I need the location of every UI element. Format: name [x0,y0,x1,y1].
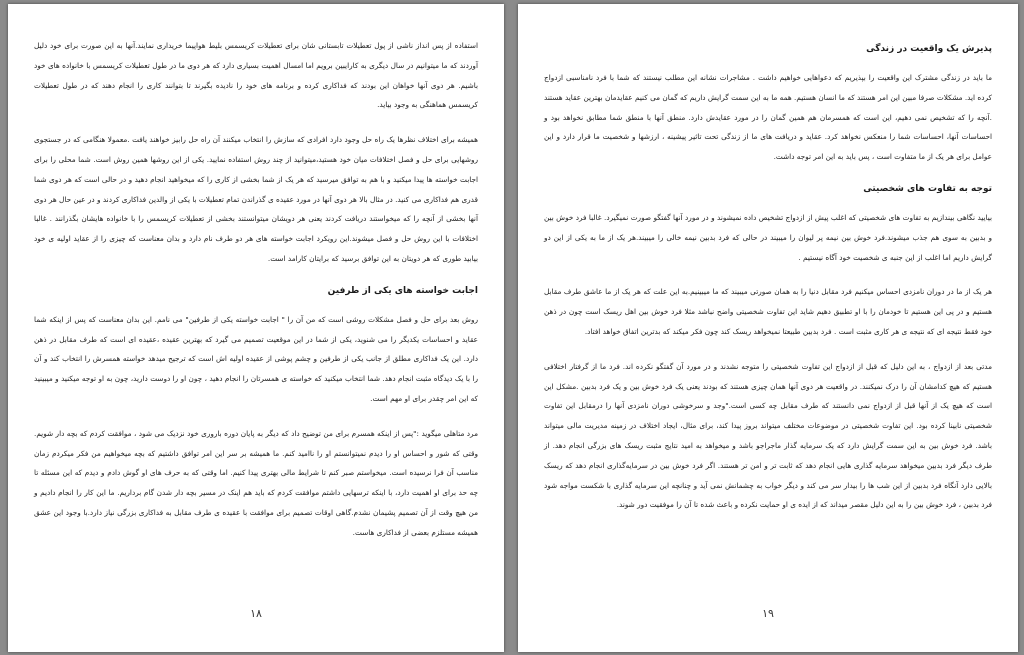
page-number: ۱۹ [762,607,774,620]
right-page-content [544,36,992,530]
paragraph: ما باید در زندگی مشترک این واقعیت را بپذیریم که دعواهایی خواهیم داشت . مشاجرات نشانه این مطلب نیستند که شما با فرد نامناسبی ازدواج کرده اید. مشکلات صرفا مبین این امر هستند که ما انسان هستیم. همه ما به این سمت گرایش داریم که گمان می کنیم عقایدمان بهترین عقاید هستند .آنچه را که تشخیص نمی دهیم، این است که همسرمان هم همین گمان را در مورد عقایدش دارد. منطق آنها با منطق شما مطابق نخواهد بود و احساسات آنها، احساسات شما را منعکس نخواهد کرد. عقاید و دریافت های ما از زندگی تحت تاثیر پیشینه ، ارزشها و شخصیت ما قرار دارد و این عوامل برای هر یک از ما متفاوت است ، پس باید به این امر توجه داشت. [544,73,992,162]
section-heading: پذیرش یک واقعیت در زندگی [866,44,992,54]
section-heading: اجابت خواسته های یکی از طرفین [327,285,478,296]
paragraph: بیایید نگاهی بیندازیم به تفاوت های شخصیتی که اغلب پیش از ازدواج تشخیص داده نمیشوند و در مورد آنها گفتگو صورت نمیگیرد. غالبا فرد خوش بین و بدبین به سوی هم جذب میشوند.فرد خوش بین نیمه پر لیوان را میبیند در حالی که فرد بدبین نیمه خالی را میبیند.هر یک از ما به یکی از این دو گرایش داریم اما اغلب از این جنبه ی شخصیت خود آگاه نیستیم . [544,212,992,262]
paragraph: مدتی بعد از ازدواج ، به این دلیل که قبل از ازدواج این تفاوت شخصیتی را متوجه نشدند و در مورد آن گفتگو نکرده اند. فرد ما از گرفتار اختلافی هستیم که هیچ کدامشان آن را درک نمیکنند. در واقعیت هر دوی آنها همان چیزی هستند که بودند یعنی یک فرد خوش بین و یک فرد بدبین .مشکل این است که هیچ یک از آنها قبل از ازدواج نمی دانستند که طرف مقابل چه کسی است."وجد و سرخوشی دوران نامزدی آنها را درمقابل این تفاوت شخصیتی نابینا کرده بود. این تفاوت شخصیتی در موضوعات مختلف میتواند بروز پیدا کند، برای مثال، ایجاد اختلاف در زمینه مدیریت مالی میتواند باشد. فرد خوش بین به این سمت گرایش دارد که یک سرمایه گذار ماجراجو باشد و میخواهد به امید نتایج مثبت ریسک های بزرگی انجام دهد. از طرف دیگر فرد بدبین میخواهد سرمایه گذاری هایی انجام دهد که ثابت تر و امن تر هستند. اگر فرد خوش بین در سرمایه‌گذاری انجام دهد که ریسک بالایی دارد آنگاه فرد بدبین از این شب ها را بیدار سر می کند و دیگر خواب به چشمانش نمی آید و چنانچه این سرمایه گذاری با شکست مواجه شود فرد بدبین ، فرد خوش بین را به این دلیل مقصر میداند که از ایده ی او حمایت نکرده و باعث شده تا آن را موفقیت دور شوند. [544,361,992,510]
paragraph: استفاده از پس انداز ناشی از پول تعطیلات تابستانی شان برای تعطیلات کریسمس بلیط هواپیما خریداری نمایند.آنها به این صورت برای خود دلیل آوردند که ما میتوانیم در سال دیگری به کارایبین برویم اما امسال اهمیت بسیاری دارد که هر دوی ما در طول تعطیلات کریسمس با خانواده های خود باشیم. هر دوی آنها خواهان این بودند که فداکاری کرده و برنامه های خود را نادیده بگیرند تا بتوانند کاری را انجام دهند که در طول تعطیلات کریسمس هماهنگی به وجود بیاید. [34,41,478,110]
page-number: ۱۸ [250,607,262,620]
left-page-content [34,36,478,558]
section-heading: توجه به تفاوت های شخصیتی [863,183,992,194]
left-page [8,4,504,652]
paragraph: همیشه برای اختلاف نظرها یک راه حل وجود دارد افرادی که سازش را انتخاب میکنند آن راه حل رابیز خواهند یافت .معمولا هنگامی که در جستجوی روشهایی برای حل و فصل اختلافات میان خود هستید،میتوانید از چند روش استفاده نمایید. یکی از این روشها همین روش است. شما محلی را برای اجابت خواسته ها پیدا میکنید و با هم به توافق میرسید که هر یک از شما بخشی از کاری را که میخواهید انجام دهید و در حالی است که هر دوی شما قدری هم فداکاری می کنید. در مثال بالا هر دوی آنها در مورد عقیده ی گذراندن تمام تعطیلات با یکی از والدین فداکاری کردند و در عین حال هر دوی آنها بخشی از آنچه را که میخواستند دریافت کردند یعنی هر دویشان میتوانستند بخشی از تعطیلات کریسمس را با خانواده هایشان بگذرانند . غالبا اختلافات با این روش حل و فصل میشوند.این رویکرد اجابت خواسته های هر دو طرف نام دارد و بدان معناست که چیزی را از عقاید اولیه ی خود بیابید طوری که هر دویتان به این توافق برسید که برایتان کارامد است. [34,135,478,263]
paragraph: مرد متاهلی میگوید :"پس از اینکه همسرم برای من توضیح داد که دیگر به پایان دوره باروری خود نزدیک می شود ، موافقت کردم که بچه دار شویم. وقتی که شور و احساس او را دیدم نمیتوانستم او را ناامید کنم. ما همیشه بر سر این امر توافق داشتیم که بچه میخواهیم من فکر میکردم زمان مناسب آن فرا نرسیده است. میخواستم صبر کنم تا شرایط مالی بهتری پیدا کنیم. اما وقتی که به حرف های او گوش دادم و دیدم که این مسئله تا چه حد برای او اهمیت دارد، با اینکه ترسهایی داشتم موافقت کردم که باید هم اینک در مسیر بچه دار شدن گام برداریم. ما این کار را انجام دادیم و من هیچ وقت از آن تصمیم پشیمان نشدم.گاهی اوقات تصمیم برای موافقت با عقیده ی طرف مقابل به فداکاری بزرگی نیاز دارد.با وجود این عشق همیشه مستلزم بعضی از فداکاری هاست. [34,428,478,537]
right-page [518,4,1018,652]
paragraph: روش بعد برای حل و فصل مشکلات روشی است که من آن را " اجابت خواسته یکی از طرفین" می نامم. این بدان معناست که پس از اینکه شما عقاید و احساسات یکدیگر را می شنوید، یکی از شما در این موقعیت تصمیم می گیرد که بهترین عقیده ،عقیده ای است که طرف مقابل در ذهن دارد. این یک فداکاری مطلق از جانب یکی از طرفین و چشم پوشی از عقیده اولیه اش است که ترجیح میدهد خواسته همسرش را انتخاب کند و آن را با یک دیدگاه مثبت انجام دهد. شما انتخاب میکنید که خواسته ی همسرتان را انجام دهید ، چون او را دوست دارید، چون به او توجه میکنید و میبینید که این امر چقدر برای او مهم است. [34,314,478,403]
paragraph: هر یک از ما در دوران نامزدی احساس میکنیم فرد مقابل دنیا را به همان صورتی میبیند که ما میبینیم.به این علت که هر یک از ما عاشق طرف مقابل هستیم و در پی این هستیم تا خودمان را با او تطبیق دهیم شاید این تفاوت شخصیتی واضح نباشد مثلا فرد خوش بین اهل ریسک است چون در ذهن خود فقط نتیجه ای که نتیجه ی هر کاری مثبت است . فرد بدبین طبیعتا نمیخواهد ریسک کند چون فکر میکند که بدترین اتفاق خواهد افتاد. [544,287,992,336]
